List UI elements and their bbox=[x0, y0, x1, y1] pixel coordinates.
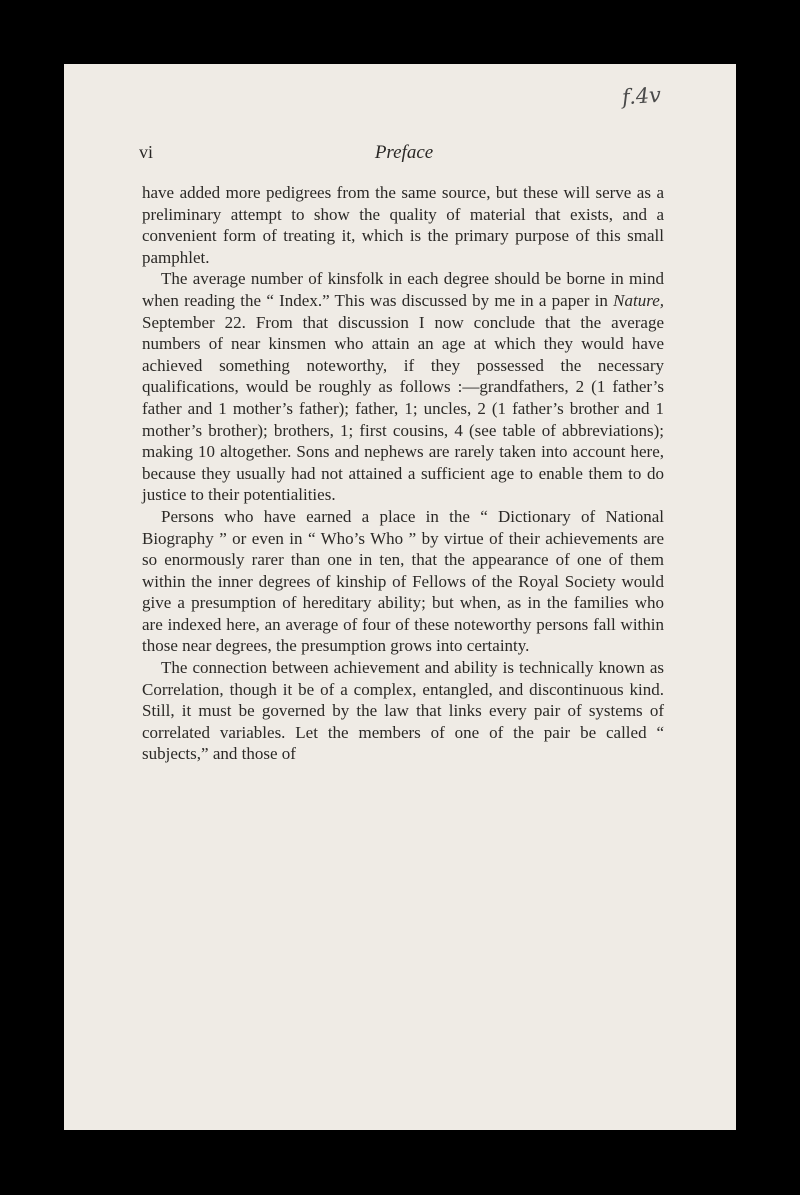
book-page bbox=[64, 64, 736, 1130]
paragraph-2 bbox=[142, 268, 664, 506]
folio-annotation: f.4v bbox=[621, 82, 662, 110]
page-number: vi bbox=[139, 142, 154, 162]
page-header bbox=[139, 142, 669, 168]
paragraph-4: The connection between achievement and ability is technically known as Correlation, though it be of a complex, entangled, and discontinuous kind. Still, it must be governed by the law that links every pair of systems of correlated variables. Let the members of one of the pair be called “ subjects,” and those of bbox=[142, 658, 664, 764]
paragraph-2-rest: September 22. From that discussion I now conclude that the average numbers of near kinsmen who attain an age at which they would have achieved something noteworthy, if they possessed the necessary qualifications, would be roughly as follows :—grandfathers, 2 (1 father’s father and 1 mother’s father); father, 1; uncles, 2 (1 father’s brother and 1 mother’s brother); brothers, 1; first cousins, 4 (see table of abbreviations); making 10 altogether. Sons and nephews are rarely taken into account here, because they usually had not attained a sufficient age to enable them to do justice to their potentialities. bbox=[142, 312, 664, 505]
paragraph-1: have added more pedigrees from the same source, but these will serve as a preliminary attempt to show the quality of material that exists, and a convenient form of treating it, which is the primary purpose of this small pamphlet. bbox=[142, 183, 664, 267]
body-text bbox=[142, 182, 664, 765]
paragraph-3: Persons who have earned a place in the “ Dictionary of National Biography ” or even in “ Who’s Who ” by virtue of their achievements are so enormously rarer than one in ten, that the appearance of one of them within the inner degrees of kinship of Fellows of the Royal Society would give a presumption of hereditary ability; but when, as in the families who are indexed here, an average of four of these noteworthy persons fall within those near degrees, the presumption grows into certainty. bbox=[142, 506, 664, 656]
paragraph-2-start: The average number of kinsfolk in each degree should be borne in mind when reading the “ Index.” This was discussed by me in a paper in bbox=[142, 269, 664, 310]
journal-title: Nature, bbox=[613, 290, 664, 310]
running-head: Preface bbox=[374, 142, 434, 163]
